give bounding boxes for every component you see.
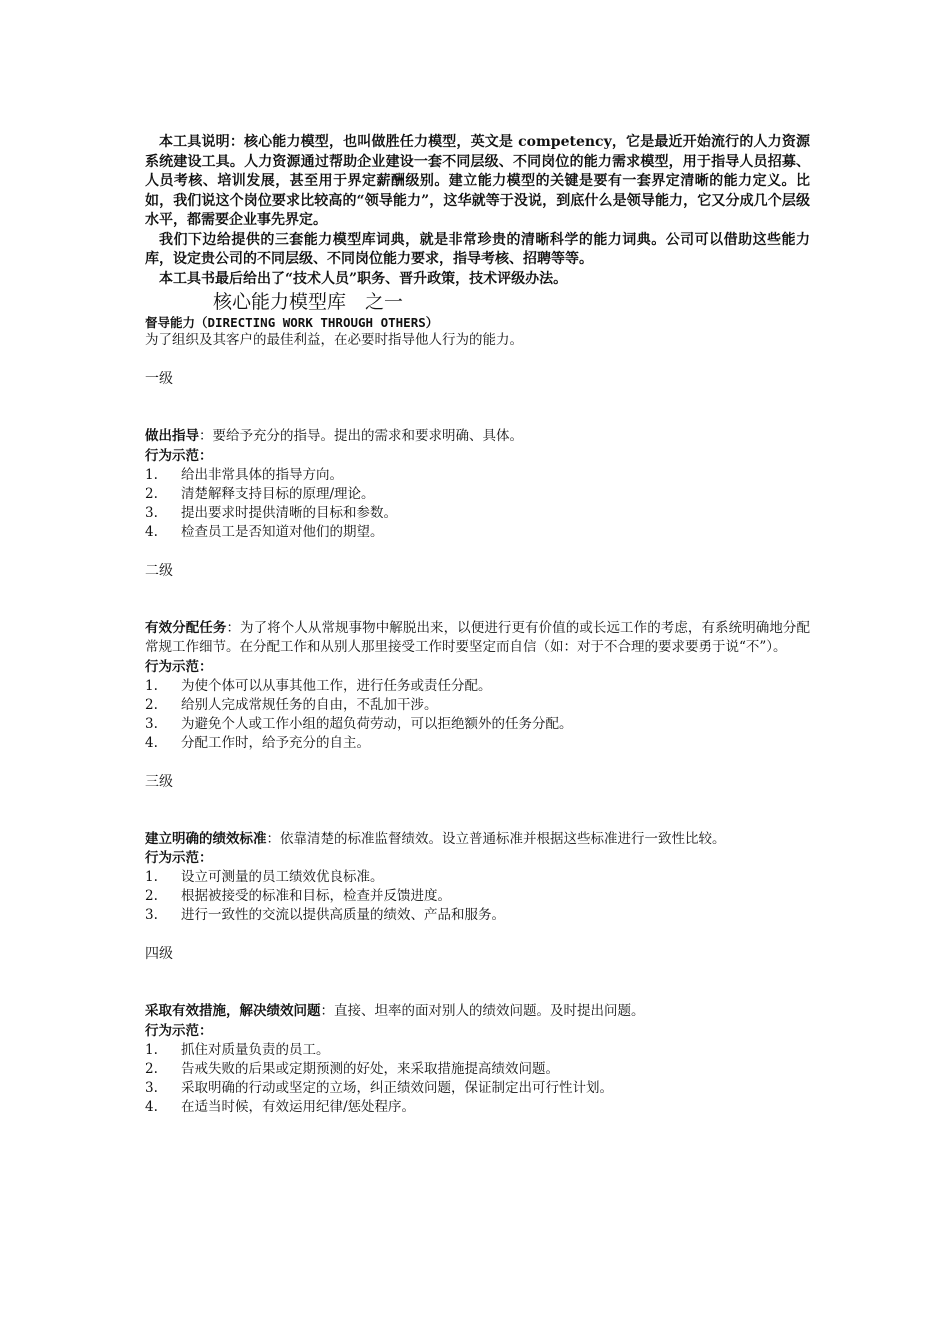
list-item (145, 485, 810, 504)
level-description (145, 1002, 810, 1022)
item-number: 4. (145, 1098, 158, 1115)
item-number: 1. (145, 869, 158, 885)
item-number: 4. (145, 734, 158, 751)
behavior-heading: 行为示范： (145, 658, 213, 675)
level-description (145, 830, 810, 850)
level-label: 一级 (145, 371, 173, 387)
list-item (145, 696, 810, 715)
item-number: 3. (145, 504, 158, 521)
intro-paragraph-2: 我们下边给提供的三套能力模型库词典，就是非常珍贵的清晰科学的能力词典。公司可以借助这些能力库，设定贵公司的不同层级、不同岗位能力要求，指导考核、招聘等等。 (145, 231, 810, 267)
item-text: 根据被接受的标准和目标，检查并反馈进度。 (181, 888, 451, 904)
model-title: 核心能力模型库 之一 (213, 291, 404, 313)
list-item (145, 1060, 810, 1079)
item-text: 告戒失败的后果或定期预测的好处，来采取措施提高绩效问题。 (181, 1060, 559, 1077)
level-title: 采取有效措施，解决绩效问题 (145, 1003, 321, 1019)
item-number: 2. (145, 696, 158, 713)
item-text: 检查员工是否知道对他们的期望。 (181, 523, 384, 540)
item-number: 3. (145, 907, 158, 923)
list-item (145, 906, 810, 925)
list-item (145, 1041, 810, 1060)
intro-paragraph-3: 本工具书最后给出了“技术人员”职务、晋升政策，技术评级办法。 (159, 270, 568, 287)
list-item (145, 887, 810, 906)
level-text: ：依靠清楚的标准监督绩效。设立普通标准并根据这些标准进行一致性比较。 (266, 830, 726, 847)
level-2 (145, 562, 810, 753)
level-4 (145, 945, 810, 1117)
behavior-heading: 行为示范： (145, 447, 213, 464)
level-1 (145, 370, 810, 542)
item-text: 抓住对质量负责的员工。 (181, 1041, 330, 1058)
list-item (145, 868, 810, 887)
section-title: 督导能力（DIRECTING WORK THROUGH OTHERS） (145, 315, 439, 330)
item-number: 2. (145, 888, 158, 904)
item-number: 1. (145, 466, 158, 483)
behavior-list (145, 1041, 810, 1117)
behavior-list (145, 466, 810, 542)
level-label: 四级 (145, 946, 173, 962)
item-text: 给出非常具体的指导方向。 (181, 466, 343, 483)
document-page (145, 133, 810, 1117)
section-definition: 为了组织及其客户的最佳利益，在必要时指导他人行为的能力。 (145, 332, 523, 348)
item-number: 1. (145, 1041, 158, 1058)
behavior-heading: 行为示范： (145, 1022, 213, 1039)
list-item (145, 1098, 810, 1117)
list-item (145, 504, 810, 523)
level-title: 建立明确的绩效标准 (145, 830, 267, 847)
behavior-list (145, 677, 810, 753)
item-number: 2. (145, 1060, 158, 1077)
behavior-heading: 行为示范： (145, 850, 213, 866)
item-text: 采取明确的行动或坚定的立场，纠正绩效问题，保证制定出可行性计划。 (181, 1079, 613, 1096)
item-text: 分配工作时，给予充分的自主。 (181, 734, 370, 751)
level-description (145, 619, 810, 658)
item-number: 1. (145, 677, 158, 694)
item-number: 3. (145, 1079, 158, 1096)
item-text: 在适当时候，有效运用纪律/惩处程序。 (181, 1098, 416, 1115)
item-text: 提出要求时提供清晰的目标和参数。 (181, 504, 397, 521)
level-label: 三级 (145, 773, 173, 790)
item-text: 为使个体可以从事其他工作，进行任务或责任分配。 (181, 677, 492, 694)
intro-paragraph-1: 本工具说明：核心能力模型，也叫做胜任力模型，英文是 competency，它是最近开始流行的人力资源系统建设工具。人力资源通过帮助企业建设一套不同层级、不同岗位的能力需求模型，用于指导人员招募、人员考核、培训发展，甚至用于界定薪酬级别。建立能力模型的关键是要有一套界定清晰的能力定义。比如，我们说这个岗位要求比较高的“领导能力”，这华就等于没说，到底什么是领导能力，它又分成几个层级水平，都需要企业事先界定。 (145, 134, 810, 228)
level-text: ：直接、坦率的面对别人的绩效问题。及时提出问题。 (320, 1003, 645, 1019)
behavior-list (145, 868, 810, 925)
level-title: 做出指导 (145, 428, 199, 444)
item-text: 清楚解释支持目标的原理/理论。 (181, 485, 375, 502)
item-text: 给别人完成常规任务的自由，不乱加干涉。 (181, 696, 438, 713)
level-label: 二级 (145, 562, 173, 579)
list-item (145, 734, 810, 753)
item-text: 进行一致性的交流以提供高质量的绩效、产品和服务。 (181, 907, 505, 923)
level-text: ：要给予充分的指导。提出的需求和要求明确、具体。 (199, 428, 523, 444)
item-text: 设立可测量的员工绩效优良标准。 (181, 869, 384, 885)
level-text: ：为了将个人从常规事物中解脱出来，以便进行更有价值的或长远工作的考虑，有系统明确地分配常规工作细节。在分配工作和从别人那里接受工作时要坚定而自信（如：对于不合理的要求要勇于说“不”）。 (145, 619, 810, 655)
level-description (145, 427, 810, 447)
item-text: 为避免个人或工作小组的超负荷劳动，可以拒绝额外的任务分配。 (181, 715, 573, 732)
list-item (145, 1079, 810, 1098)
level-3 (145, 773, 810, 926)
item-number: 3. (145, 715, 158, 732)
list-item (145, 715, 810, 734)
list-item (145, 523, 810, 542)
item-number: 2. (145, 485, 158, 502)
intro-section (145, 133, 810, 289)
list-item (145, 677, 810, 696)
item-number: 4. (145, 523, 158, 540)
list-item (145, 466, 810, 485)
level-title: 有效分配任务 (145, 619, 227, 636)
